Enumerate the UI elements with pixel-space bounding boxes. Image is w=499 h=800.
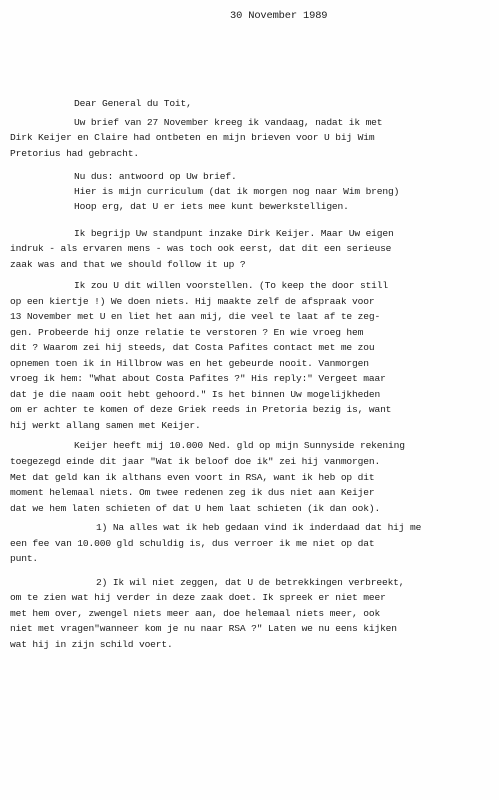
letter-line: niet met vragen"wanneer kom je nu naar RSA ?" Laten we nu eens kijken <box>10 623 397 634</box>
letter-line: 1) Na alles wat ik heb gedaan vind ik inderdaad dat hij me <box>96 522 422 533</box>
letter-line: 2) Ik wil niet zeggen, dat U de betrekkingen verbreekt, <box>96 577 405 588</box>
letter-line: wat hij in zijn schild voert. <box>10 639 173 650</box>
letter-line: toegezegd einde dit jaar "Wat ik beloof doe ik" zei hij vanmorgen. <box>10 456 381 467</box>
letter-line: moment helemaal niets. Om twee redenen zeg ik dus niet aan Keijer <box>10 487 375 498</box>
letter-line: Hoop erg, dat U er iets mee kunt bewerkstelligen. <box>74 201 349 212</box>
letter-line: Dirk Keijer en Claire had ontbeten en mijn brieven voor U bij Wim <box>10 132 375 143</box>
letter-line: Ik begrijp Uw standpunt inzake Dirk Keijer. Maar Uw eigen <box>74 228 394 239</box>
letter-line: 13 November met U en liet het aan mij, die veel te laat af te zeg- <box>10 311 381 322</box>
letter-line: een fee van 10.000 gld schuldig is, dus verroer ik me niet op dat <box>10 538 375 549</box>
letter-line: gen. Probeerde hij onze relatie te verstoren ? En wie vroeg hem <box>10 327 364 338</box>
letter-line: vroeg ik hem: "What about Costa Pafites ?" His reply:" Vergeet maar <box>10 373 386 384</box>
letter-line: indruk - als ervaren mens - was toch ook eerst, dat dit een serieuse <box>10 243 392 254</box>
letter-line: met hem over, zwengel niets meer aan, doe helemaal niets meer, ook <box>10 608 381 619</box>
letter-line: punt. <box>10 553 39 564</box>
letter-line: Met dat geld kan ik althans even voort in RSA, want ik heb op dit <box>10 472 375 483</box>
salutation: Dear General du Toit, <box>74 98 192 109</box>
letter-date: 30 November 1989 <box>230 10 328 22</box>
letter-line: opnemen toen ik in Hillbrow was en het gebeurde nooit. Vanmorgen <box>10 358 369 369</box>
letter-line: Nu dus: antwoord op Uw brief. <box>74 171 237 182</box>
letter-line: Ik zou U dit willen voorstellen. (To keep the door still <box>74 280 389 291</box>
letter-line: Pretorius had gebracht. <box>10 148 139 159</box>
letter-line: op een kiertje !) We doen niets. Hij maakte zelf de afspraak voor <box>10 296 375 307</box>
letter-line: Hier is mijn curriculum (dat ik morgen nog naar Wim breng) <box>74 186 400 197</box>
letter-line: zaak was and that we should follow it up ? <box>10 259 246 270</box>
letter-line: dat je die naam ooit hebt gehoord." Is het binnen Uw mogelijkheden <box>10 389 381 400</box>
letter-line: dit ? Waarom zei hij steeds, dat Costa Pafites contact met me zou <box>10 342 375 353</box>
letter-line: om te zien wat hij verder in deze zaak doet. Ik spreek er niet meer <box>10 592 386 603</box>
letter-line: hij werkt allang samen met Keijer. <box>10 420 201 431</box>
letter-line: Keijer heeft mij 10.000 Ned. gld op mijn Sunnyside rekening <box>74 440 405 451</box>
letter-line: Uw brief van 27 November kreeg ik vandaag, nadat ik met <box>74 117 383 128</box>
letter-line: dat we hem laten schieten of dat U hem laat schieten (ik dan ook). <box>10 503 381 514</box>
letter-line: om er achter te komen of deze Griek reeds in Pretoria bezig is, want <box>10 404 392 415</box>
